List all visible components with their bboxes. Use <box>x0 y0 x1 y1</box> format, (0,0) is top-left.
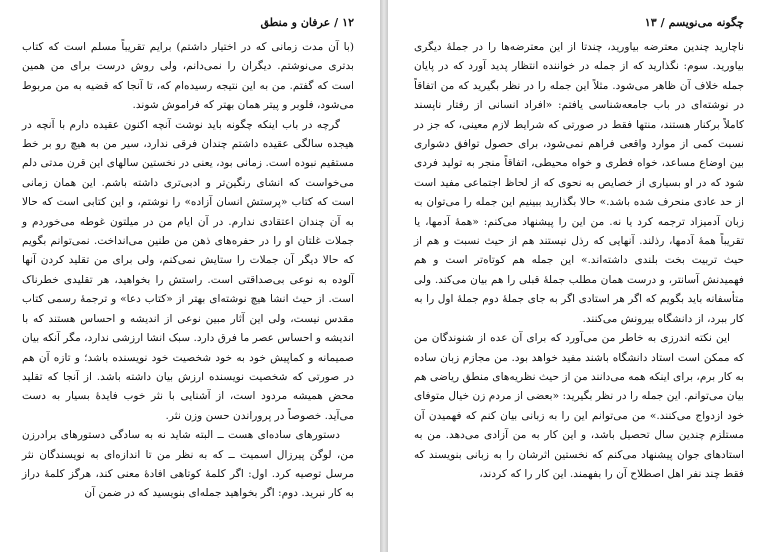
right-page-body <box>414 38 744 484</box>
header-separator: / <box>660 16 665 29</box>
left-paragraph-3: دستورهای ساده‌ای هست ــ البته شاید نه به سادگی دستورهای برادرزن من، لوگن پیرزال اسمیت ــ که به نظر من تا اندازه‌ای به نویسندگان نثر مرسل توصیه کرد. اول: اگر کلمهٔ کوتاهی افادهٔ معنی کند، هرگز کلمهٔ دراز به کار نبرید. دوم: اگر بخواهید جمله‌ای بنویسید که در ضمن آن <box>22 429 354 500</box>
book-gutter <box>380 0 388 552</box>
right-running-title: چگونه می‌نویسم <box>668 16 744 29</box>
left-page-number: ۱۲ <box>342 16 354 29</box>
header-separator: / <box>334 16 339 29</box>
left-running-title: عرفان و منطق <box>260 16 331 29</box>
left-paragraph-2: گرچه در باب اینکه چگونه باید نوشت آنچه اکنون عقیده دارم با آنچه در هیجده سالگی عقیده داشتم چندان فرقی ندارد، سیر من به هیچ رو بر خط مستقیم نبوده است. زمانی بود، یعنی در نخستین سالهای این قرن مدتی دلم می‌خواست که انشای رنگین‌تر و ادبی‌تری داشته باشم. این همان زمانی است که کتاب «پرستش انسان آزاده» را نوشتم، و این کتابی است که حالا به آن چندان اعتقادی ندارم. در آن ایام من در میلتون غوطه می‌خوردم و جملات غلتان او را در حفره‌های ذهن من طنین می‌انداخت. نمی‌توانم بگویم که حالا دیگر آن جملات را ستایش نمی‌کنم، ولی برای من تقلید کردن آنها آلوده به نوعی بی‌صداقتی است. راستش را بخواهید، هر تقلیدی خطرناک است. از حیث انشا هیچ نوشته‌ای بهتر از «کتاب دعا» و ترجمهٔ رسمی کتاب مقدس نیست، ولی این آثار مبین نوعی از اندیشه و احساس هستند که با اندیشه و احساس عصر ما فرق دارد. سبک انشا ارزشی ندارد، مگر آنکه بیان صمیمانه و کماپیش خود به خود شخصیت خود نویسنده باشد؛ و تازه آن هم در صورتی که شخصیت نویسنده ارزش بیان داشته باشد. از آنجا که تقلید محض همیشه مردود است، از آشنایی با نثر خوب فایدهٔ بسیار به دست می‌آید. خصوصاً در پروراندن حسن وزن نثر. <box>22 118 354 422</box>
left-page-header <box>22 12 354 34</box>
right-paragraph-1: ناچارید چندین معترضه بیاورید، چندتا از این معترضه‌ها را در جملهٔ دیگری بیاورید. سوم: نگذارید که از جمله در خواننده انتظار پدید آورد که در پایان جمله خلاف آن ظاهر می‌شود. مثلاً این جمله را در نظر بگیرید که من اتفاقاً در نوشته‌ای در باب جامعه‌شناسی یافتم: «افراد انسانی از رفتار ناپسند کاملاً برکنار هستند، منتها فقط در صورتی که شرایط لازم معینی، که جز در نسبت کمی از موارد واقعی فراهم نمی‌شود، برای حصول توافق دشواری بین اوضاع مساعد، خواه فطری و خواه محیطی، اتفاقاً منجر به تولید فردی شود که در او بسیاری از خصایص به نحوی که از لحاظ اجتماعی مفید است از حد عادی منحرف شده باشد.» حالا بگذارید ببینیم این جمله را می‌توان به زبان آدمیزاد ترجمه کرد یا نه. من این را پیشنهاد می‌کنم: «همهٔ آدمها، یا تقریباً همهٔ آدمها، رذلند. آنهایی که رذل نیستند هم از حیث نسبت و هم از حیث تربیت بخت بلندی داشته‌اند.» این جمله هم کوتاه‌تر است و هم فهمیدنش آسانتر، و درست همان مطلب جملهٔ قبلی را هم بیان می‌کند. ولی متأسفانه باید بگویم که اگر هر استادی اگر به جای جملهٔ دوم جملهٔ اول را به کار ببرد، از دانشگاه بیرونش می‌کنند. <box>414 41 744 325</box>
right-page-header <box>414 12 744 34</box>
right-page-number: ۱۳ <box>644 16 657 29</box>
left-page-body <box>22 38 354 504</box>
right-paragraph-2: این نکته اندرزی به خاطر من می‌آورد که برای آن عده از شنوندگان من که ممکن است استاد دانشگاه باشند مفید خواهد بود. من مجازم زبان ساده به کار برم، برای اینکه همه می‌دانند من از حیث نظریه‌های منطق ریاضی هم بیان می‌توانم. این جمله را در نظر بگیرید: «بعضی از مردم زن خیال متوفای خود ازدواج می‌کنند.» من می‌توانم این را به زبانی بیان کنم که فهمیدن آن مستلزم چندین سال تحصیل باشد، و این کار به من آزادی می‌دهد. من به استادهای جوان پیشنهاد می‌کنم که نخستین اثرشان را به زبانی بنویسند که فقط چند نفر اهل اصطلاح آن را بفهمند. این کار را که کردند، <box>414 332 744 480</box>
right-page <box>388 0 768 552</box>
left-paragraph-1: (با آن مدت زمانی که در اختیار داشتم) برایم تقریباً مسلم است که کتاب بدتری می‌نوشتم. دیگران را نمی‌دانم، ولی روش درست برای من همین است که گفتم. من به این نتیجه رسیده‌ام که، تا آنجا که قضیه به من مربوط می‌شود، فلوبر و پیتر همان بهتر که فراموش شوند. <box>22 41 354 112</box>
left-page <box>0 0 380 552</box>
